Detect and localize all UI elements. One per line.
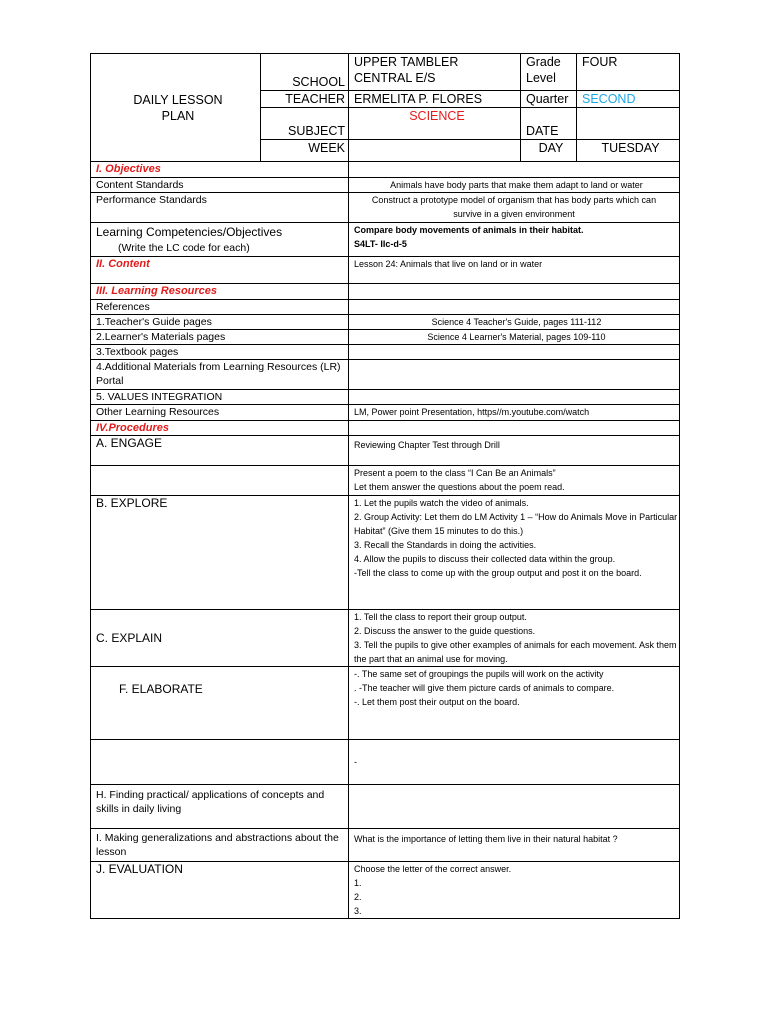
competencies-label: Learning Competencies/Objectives: [96, 225, 283, 239]
performance-standards-label: Performance Standards: [91, 193, 349, 223]
quarter-label: Quarter: [521, 91, 577, 108]
competencies-value-cell: [349, 223, 680, 257]
competencies-value: Compare body movements of animals in their habitat.: [354, 225, 584, 235]
other-resources-label: Other Learning Resources: [91, 405, 349, 421]
plan-title: [91, 54, 261, 162]
lesson-plan-page: [90, 53, 679, 919]
h-value: [349, 785, 680, 829]
blank-label: [91, 740, 349, 785]
school-value: UPPER TAMBLER CENTRAL E/S: [349, 54, 521, 91]
references-value: [349, 300, 680, 315]
week-value: [349, 140, 521, 162]
blank-value: -: [349, 740, 680, 785]
other-resources-value: LM, Power point Presentation, https//m.youtube.com/watch: [349, 405, 680, 421]
lm-label: 2.Learner's Materials pages: [91, 330, 349, 345]
content-heading: II. Content: [91, 257, 349, 284]
date-value: [577, 108, 680, 140]
subject-label: SUBJECT: [261, 108, 349, 140]
explain-value: 1. Tell the class to report their group output. 2. Discuss the answer to the guide questions. 3. Tell the pupils to give other examples of animals for each movement. Ask them the part that an animal use for moving.: [349, 610, 680, 667]
content-standards-label: Content Standards: [91, 178, 349, 193]
competencies-label-cell: [91, 223, 349, 257]
engage-label: A. ENGAGE: [91, 436, 349, 466]
textbook-value: [349, 345, 680, 360]
engage-value: Reviewing Chapter Test through Drill: [349, 436, 680, 466]
tg-value: Science 4 Teacher's Guide, pages 111-112: [349, 315, 680, 330]
subject-value: SCIENCE: [349, 108, 521, 140]
j-value: Choose the letter of the correct answer. 1. 2. 3.: [349, 862, 680, 919]
performance-standards-value: Construct a prototype model of organism that has body parts which can survive in a given environment: [349, 193, 680, 223]
additional-label: 4.Additional Materials from Learning Resources (LR) Portal: [91, 360, 349, 390]
j-label: J. EVALUATION: [91, 862, 349, 919]
procedures-heading-value: [349, 421, 680, 436]
tg-label: 1.Teacher's Guide pages: [91, 315, 349, 330]
resources-heading-value: [349, 284, 680, 300]
references-label: References: [91, 300, 349, 315]
poem-label: [91, 466, 349, 496]
content-standards-value: Animals have body parts that make them adapt to land or water: [349, 178, 680, 193]
resources-heading: III. Learning Resources: [91, 284, 349, 300]
explore-value: 1. Let the pupils watch the video of animals. 2. Group Activity: Let them do LM Activity 1 – “How do Animals Move in Particular Habitat” (Give them 15 minutes to do this.) 3. Recall the Standards in doing the activities. 4. Allow the pupils to discuss their collected data within the group. -Tell the class to come up with the group output and post it on the board.: [349, 496, 680, 610]
values-integration-label: 5. VALUES INTEGRATION: [91, 390, 349, 405]
lm-value: Science 4 Learner's Material, pages 109-110: [349, 330, 680, 345]
date-label: DATE: [521, 108, 577, 140]
grade-value: FOUR: [577, 54, 680, 91]
h-label: H. Finding practical/ applications of concepts and skills in daily living: [91, 785, 349, 829]
plan-title-line2: PLAN: [161, 108, 195, 123]
objectives-heading-value: [349, 162, 680, 178]
grade-label: Grade Level: [521, 54, 577, 91]
explain-label: C. EXPLAIN: [91, 610, 349, 667]
explore-label: B. EXPLORE: [91, 496, 349, 610]
quarter-value: SECOND: [577, 91, 680, 108]
additional-value: [349, 360, 680, 390]
i-value: What is the importance of letting them live in their natural habitat ?: [349, 829, 680, 862]
values-integration-value: [349, 390, 680, 405]
day-value: TUESDAY: [577, 140, 680, 162]
teacher-label: TEACHER: [261, 91, 349, 108]
textbook-label: 3.Textbook pages: [91, 345, 349, 360]
competencies-code: S4LT- IIc-d-5: [354, 239, 407, 249]
objectives-heading: I. Objectives: [91, 162, 349, 178]
elaborate-value: -. The same set of groupings the pupils will work on the activity . -The teacher will give them picture cards of animals to compare. -. Let them post their output on the board.: [349, 667, 680, 740]
school-label: SCHOOL: [261, 54, 349, 91]
week-label: WEEK: [261, 140, 349, 162]
procedures-heading: IV.Procedures: [91, 421, 349, 436]
teacher-value: ERMELITA P. FLORES: [349, 91, 521, 108]
lesson-plan-table: [90, 53, 680, 919]
elaborate-label: F. ELABORATE: [91, 667, 349, 740]
plan-title-line1: DAILY LESSON: [133, 92, 223, 107]
i-label: I. Making generalizations and abstractions about the lesson: [91, 829, 349, 862]
day-label: DAY: [521, 140, 577, 162]
poem-value: Present a poem to the class “I Can Be an Animals” Let them answer the questions about the poem read.: [349, 466, 680, 496]
competencies-sub: (Write the LC code for each): [118, 242, 250, 254]
content-value: Lesson 24: Animals that live on land or in water: [349, 257, 680, 284]
